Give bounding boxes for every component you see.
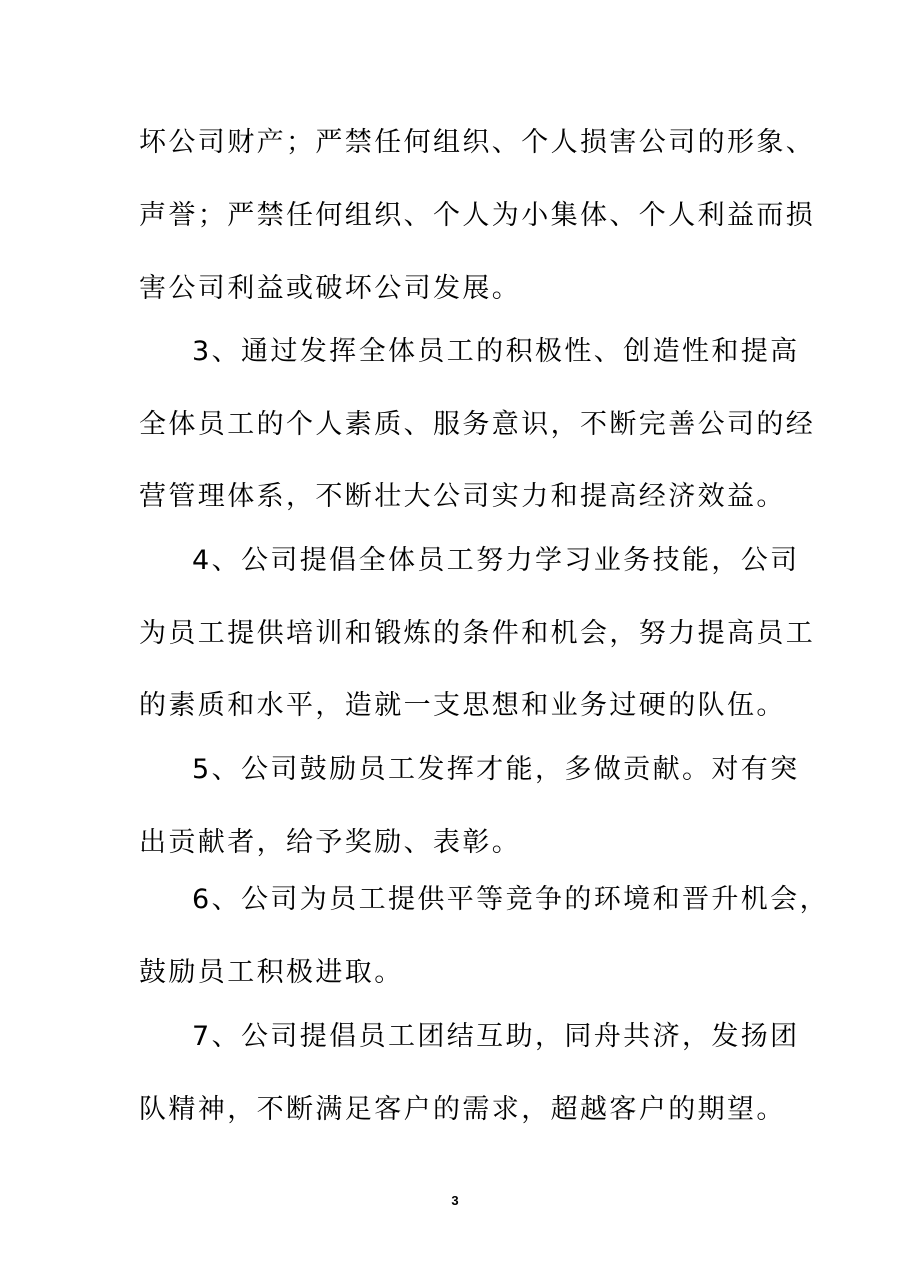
text-line: 全体员工的个人素质、服务意识，不断完善公司的经 xyxy=(139,409,816,440)
text-line: 队精神，不断满足客户的需求，超越客户的期望。 xyxy=(139,1094,786,1125)
text-line: 为员工提供培训和锻炼的条件和机会，努力提高员工 xyxy=(139,618,816,649)
paragraph-4-line: 4、公司提倡全体员工努力学习业务技能，公司 xyxy=(192,545,800,576)
paragraph-3-line: 3、通过发挥全体员工的积极性、创造性和提高 xyxy=(192,336,800,367)
text-line: 营管理体系，不断壮大公司实力和提高经济效益。 xyxy=(139,481,786,512)
text-line: 坏公司财产；严禁任何组织、个人损害公司的形象、 xyxy=(139,127,816,158)
text-line: 声誉；严禁任何组织、个人为小集体、个人利益而损 xyxy=(139,200,816,231)
paragraph-6-line: 6、公司为员工提供平等竞争的环境和晋升机会， xyxy=(192,884,829,915)
text-line: 出贡献者，给予奖励、表彰。 xyxy=(139,827,522,858)
paragraph-5-line: 5、公司鼓励员工发挥才能，多做贡献。对有突 xyxy=(192,754,800,785)
text-line: 鼓励员工积极进取。 xyxy=(139,957,404,988)
text-line: 害公司利益或破坏公司发展。 xyxy=(139,273,522,304)
paragraph-7-line: 7、公司提倡员工团结互助，同舟共济，发扬团 xyxy=(192,1021,800,1052)
page-number: 3 xyxy=(451,1193,459,1208)
text-line: 的素质和水平，造就一支思想和业务过硬的队伍。 xyxy=(139,690,786,721)
